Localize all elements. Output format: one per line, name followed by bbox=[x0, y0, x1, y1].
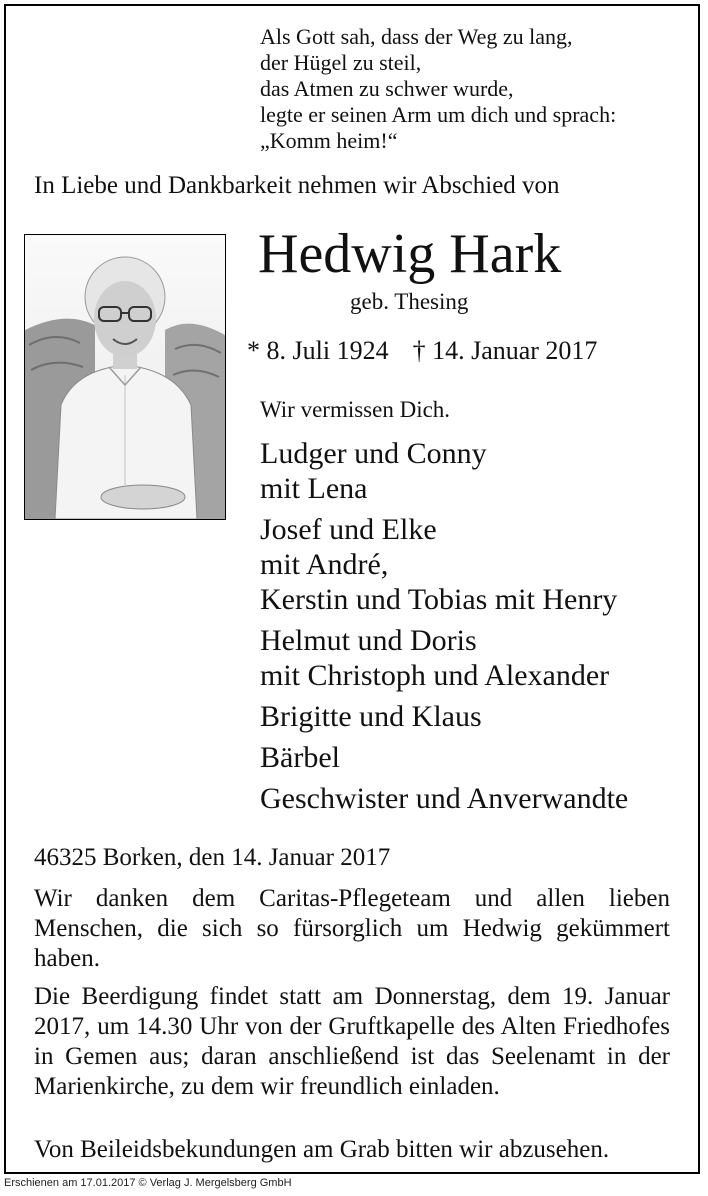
deceased-name: Hedwig Hark bbox=[258, 223, 562, 285]
mourner-line: Bärbel bbox=[260, 741, 340, 774]
publication-footer: Erschienen am 17.01.2017 © Verlag J. Mergelsberg GmbH bbox=[4, 1177, 292, 1189]
death-date: † 14. Januar 2017 bbox=[412, 336, 598, 365]
poem-line: „Komm heim!“ bbox=[260, 128, 398, 153]
mourner-group bbox=[260, 623, 628, 693]
mourner-line: Josef und Elke bbox=[260, 513, 437, 546]
place-date: 46325 Borken, den 14. Januar 2017 bbox=[34, 844, 391, 871]
mourner-line: mit Christoph und Alexander bbox=[260, 659, 610, 692]
funeral-paragraph: Die Beerdigung findet statt am Donnerstag, dem 19. Januar 2017, um 14.30 Uhr von der Gruftkapelle des Alten Friedhofes in Gemen aus; daran anschließend ist das Seelenamt in der Marienkirche, zu dem wir freundlich einladen. bbox=[34, 983, 670, 1100]
mourner-line: Brigitte und Klaus bbox=[260, 700, 482, 733]
mourner-line: Geschwister und Anverwandte bbox=[260, 782, 629, 815]
mourner-line: mit Lena bbox=[260, 472, 368, 505]
poem-line: Als Gott sah, dass der Weg zu lang, bbox=[260, 24, 573, 49]
condolences-paragraph: Von Beileidsbekundungen am Grab bitten wir abzusehen. bbox=[34, 1136, 610, 1163]
mourner-group bbox=[260, 436, 628, 506]
mourner-line: Kerstin und Tobias mit Henry bbox=[260, 583, 618, 616]
mourner-line: Ludger und Conny bbox=[260, 437, 487, 470]
life-dates bbox=[247, 336, 597, 366]
mourner-group bbox=[260, 740, 628, 775]
poem bbox=[260, 24, 616, 154]
mourner-group bbox=[260, 699, 628, 734]
poem-line: das Atmen zu schwer wurde, bbox=[260, 76, 514, 101]
intro-text: In Liebe und Dankbarkeit nehmen wir Abschied von bbox=[34, 172, 560, 199]
mourners-list bbox=[260, 436, 628, 822]
portrait-photo bbox=[24, 234, 226, 520]
poem-line: legte er seinen Arm um dich und sprach: bbox=[260, 102, 617, 127]
mourner-group bbox=[260, 781, 628, 816]
birth-date: * 8. Juli 1924 bbox=[247, 336, 389, 365]
mourner-line: Helmut und Doris bbox=[260, 624, 477, 657]
birth-name: geb. Thesing bbox=[350, 289, 469, 314]
mourner-group bbox=[260, 512, 628, 617]
poem-line: der Hügel zu steil, bbox=[260, 50, 422, 75]
mourners-heading: Wir vermissen Dich. bbox=[260, 397, 451, 422]
mourner-line: mit André, bbox=[260, 548, 389, 581]
thanks-paragraph: Wir danken dem Caritas-Pflegeteam und allen lieben Menschen, die sich so fürsorglich um Hedwig gekümmert haben. bbox=[34, 885, 670, 972]
